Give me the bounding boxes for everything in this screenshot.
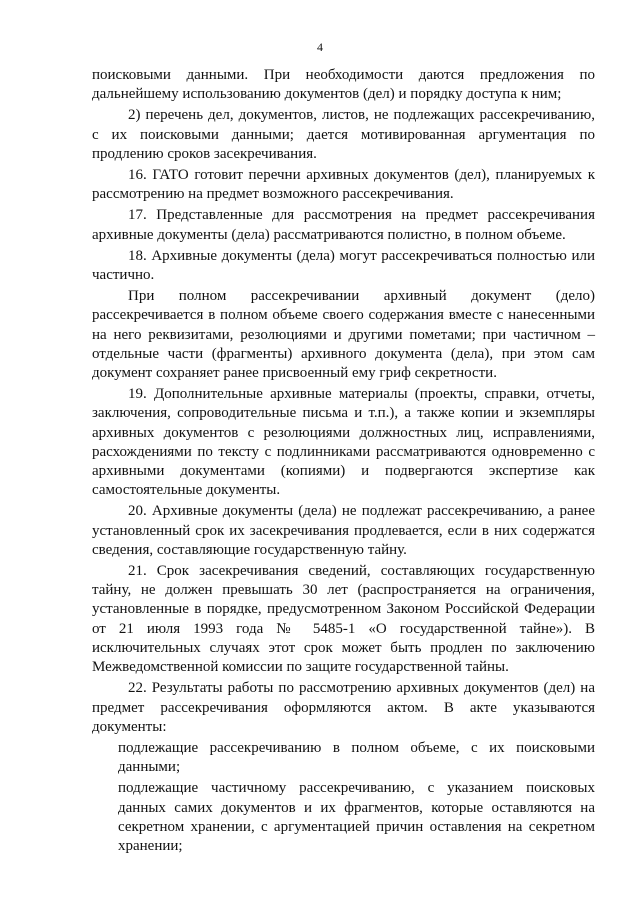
paragraph-21: 21. Срок засекречивания сведений, составляющих государственную тайну, не должен превышать 30 лет (распространяется на ограничения, установленные в порядке, предусмотренном Законом Российской Федерации от 21 июля 1993 года № 5485-1 «О государственной тайне»). В исключительных случаях этот срок может быть продлен по заключению Межведомственной комиссии по защите государственной тайны. xyxy=(92,563,595,676)
paragraph-17: 17. Представленные для рассмотрения на предмет рассекречивания архивные документы (дела) рассматриваются полистно, в полном объеме. xyxy=(92,207,595,243)
document-body xyxy=(92,66,595,856)
list-item-partial-declassification: подлежащие частичному рассекречиванию, с указанием поисковых данных самих документов и их фрагментов, которые оставляются на секретном хранении, с аргументацией причин оставления на секретном хранении; xyxy=(118,780,595,854)
page-number: 4 xyxy=(317,40,323,54)
paragraph-22: 22. Результаты работы по рассмотрению архивных документов (дел) на предмет рассекречивания оформляются актом. В акте указываются документы: xyxy=(92,680,595,735)
paragraph-16: 16. ГАТО готовит перечни архивных документов (дел), планируемых к рассмотрению на предмет возможного рассекречивания. xyxy=(92,167,595,203)
paragraph-full-partial: При полном рассекречивании архивный документ (дело) рассекречивается в полном объеме своего содержания вместе с нанесенными на него реквизитами, резолюциями и другими пометами; при частичном – отдельные части (фрагменты) архивного документа (дела), при этом сам документ сохраняет ранее присвоенный ему гриф секретности. xyxy=(92,288,595,382)
paragraph-continuation: поисковыми данными. При необходимости даются предложения по дальнейшему использованию документов (дел) и порядку доступа к ним; xyxy=(92,67,595,103)
paragraph-18: 18. Архивные документы (дела) могут рассекречиваться полностью или частично. xyxy=(92,247,595,284)
paragraph-20: 20. Архивные документы (дела) не подлежат рассекречиванию, а ранее установленный срок их засекречивания продлевается, если в них содержатся сведения, составляющие государственную тайну. xyxy=(92,503,595,558)
list-item-full-declassification: подлежащие рассекречиванию в полном объеме, с их поисковыми данными; xyxy=(118,739,595,776)
paragraph-item-2: 2) перечень дел, документов, листов, не подлежащих рассекречиванию, с их поисковыми данными; дается мотивированная аргументация по продлению сроков засекречивания. xyxy=(92,107,595,162)
paragraph-19: 19. Дополнительные архивные материалы (проекты, справки, отчеты, заключения, сопроводительные письма и т.п.), а также копии и экземпляры архивных документов с резолюциями должностных лиц, исправлениями, расхождениями по тексту с подлинниками рассматриваются одновременно с архивными документами (копиями) и подвергаются экспертизе как самостоятельные документы. xyxy=(92,386,595,499)
